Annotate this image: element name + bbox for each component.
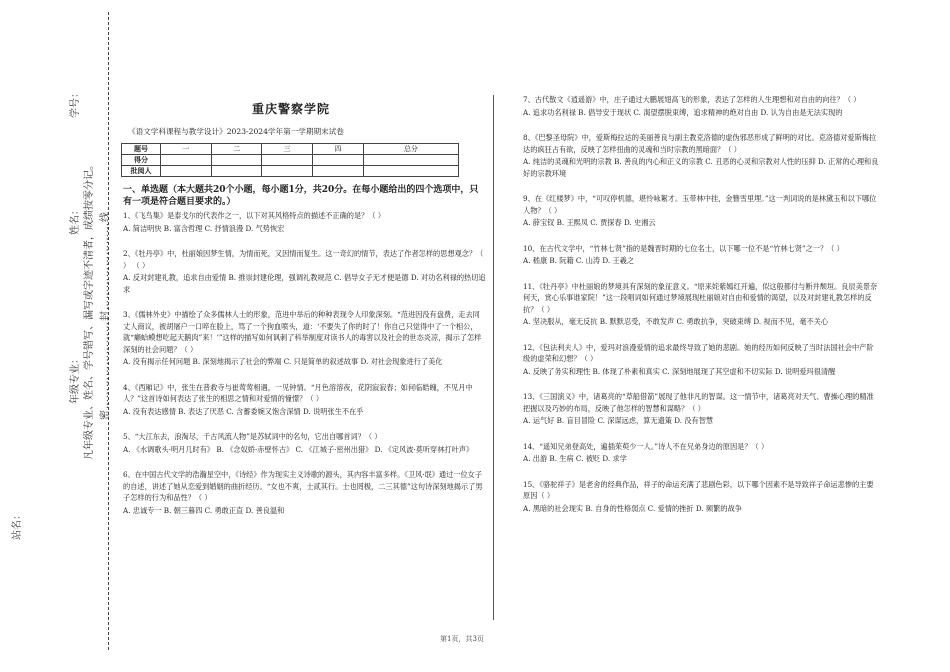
question-options: A. 运气好 B. 盲目冒险 C. 深谋远虑，算无遗策 D. 没有智慧 xyxy=(523,416,714,425)
question xyxy=(123,309,486,368)
school-title: 重庆警察学院 xyxy=(252,102,331,116)
page-footer: 第1页，共3页 xyxy=(440,635,484,643)
score-input-cell[interactable] xyxy=(211,155,262,166)
question xyxy=(523,94,879,118)
question xyxy=(123,431,486,455)
column-divider xyxy=(493,95,494,620)
question-options: A. 没有揭示任何问题 B. 深刻地揭示了社会的弊端 C. 只是简单的叙述故事 D. 对社会现象进行了美化 xyxy=(123,357,443,366)
question xyxy=(123,210,486,234)
question-stem: 11、《牡丹亭》中杜丽娘的梦境具有深刻的象征意义。“原来姹紫嫣红开遍，似这般都付与断井颓垣。良辰美景奈何天，赏心乐事谁家院！”这一段唱词如何通过梦境展现杜丽娘对自由和爱情的渴望，以及对封建礼教怎样的反抗？（ ） xyxy=(523,281,878,314)
question-options: A. 黑暗的社会现实 B. 自身的性格弱点 C. 爱情的挫折 D. 频繁的战争 xyxy=(523,503,742,513)
site-field: 站名： xyxy=(12,510,23,540)
question-options: A. 简洁明快 B. 富含哲理 C. 抒情浪漫 D. 气势恢宏 xyxy=(123,223,285,233)
question-stem: 15、《骆驼祥子》是老舍的经典作品，祥子的命运充满了悲剧色彩，以下哪个因素不是导致祥子命运悲惨的主要原因（ ） xyxy=(523,479,874,500)
right-column xyxy=(523,94,879,528)
question xyxy=(123,248,486,295)
score-input-cell[interactable] xyxy=(262,166,313,177)
score-table-cell: 批阅人 xyxy=(122,166,161,177)
score-input-cell[interactable] xyxy=(161,166,212,177)
question xyxy=(523,243,879,267)
score-table-cell: 四 xyxy=(313,144,364,155)
question-stem: 8、《巴黎圣母院》中，爱斯梅拉达的美丽善良与副主教克洛德的虚伪邪恶形成了鲜明的对比。克洛德对爱斯梅拉达的疯狂占有欲，反映了怎样扭曲的灵魂和当时宗教的黑暗面？（ ） xyxy=(523,133,877,154)
score-input-cell[interactable] xyxy=(363,166,458,177)
score-table-cell: 一 xyxy=(161,144,212,155)
question-stem: 10、在古代文学中，“竹林七贤”指的是魏晋时期的七位名士，以下哪一位不是“竹林七贤”之一？（ ） xyxy=(523,243,844,253)
score-table-cell: 三 xyxy=(262,144,313,155)
score-input-cell[interactable] xyxy=(161,155,212,166)
question-stem: 14、“遥知兄弟登高处，遍插茱萸少一人。”诗人不在兄弟身边的原因是？（ ） xyxy=(523,441,769,451)
question-options: A. 《水调歌头·明月几时有》 B. 《念奴娇·赤壁怀古》 C. 《江城子·密州出猎》 D. 《定风波·莫听穿林打叶声》 xyxy=(123,444,474,454)
question xyxy=(523,193,879,229)
seal-line-label: 密……………………封……………………线 xyxy=(100,211,111,420)
score-table-row xyxy=(122,155,459,166)
question-options: A. 反映了务实和理性 B. 体现了朴素和真实 C. 深刻地展现了其空虚和不切实际 D. 说明爱玛很清醒 xyxy=(523,366,836,376)
question-options: A. 薛宝钗 B. 王熙凤 C. 贾探春 D. 史湘云 xyxy=(523,218,656,227)
question-stem: 2、《牡丹亭》中，杜丽娘因梦生情，为情而死，又因情而复生。这一奇幻的情节，表达了作者怎样的思想观念？（ ） （ ） xyxy=(123,249,484,270)
score-table-cell: 得分 xyxy=(122,155,161,166)
question xyxy=(523,391,879,427)
question-options: A. 反对封建礼教，追求自由爱情 B. 推崇封建伦理，强调礼教规范 C. 倡导女子无才便是德 D. 对功名利禄的热切追求 xyxy=(123,273,486,294)
question-options: A. 没有表达感情 B. 表达了厌恶 C. 含蓄委婉又饱含深情 D. 说明张生不在乎 xyxy=(123,406,364,416)
question xyxy=(523,479,879,515)
question-stem: 3、《儒林外史》中描绘了众多儒林人士的形象，范进中举后的种种表现令人印象深刻。“范进因没有盘费，走去同丈人商议，被胡屠户一口啐在脸上，骂了一个狗血喷头，道：‘不要失了你的时了！你自己只觉得中了一个相公，就“癞蛤蟆想吃起天鹅肉”来！’”这样的描写如何讽刺了科举制度对读书人的毒害以及社会的世态炎凉，揭示了怎样深刻的社会问题？（ ） xyxy=(123,310,482,354)
question-stem: 9、在《红楼梦》中，“可叹停机德，堪怜咏絮才。玉带林中挂，金簪雪里埋。”这一判词说的是林黛玉和以下哪位人物？（ ） xyxy=(523,194,877,215)
question-stem: 7、古代散文《逍遥游》中，庄子通过大鹏展翅高飞的形象，表达了怎样的人生理想和对自由的向往？（ ） xyxy=(523,95,861,104)
question-stem: 13、《三国演义》中，诸葛亮的“草船借箭”展现了他非凡的智谋。这一情节中，诸葛亮对天气、曹操心理的精准把握以及巧妙的布局，反映了他怎样的智慧和谋略？（ ） xyxy=(523,392,874,413)
question xyxy=(123,469,486,516)
score-input-cell[interactable] xyxy=(313,166,364,177)
question xyxy=(523,281,879,328)
score-table-cell: 二 xyxy=(211,144,262,155)
question-stem: 6、在中国古代文学的浩瀚星空中，《诗经》作为现实主义诗歌的源头，其内容丰富多样。《卫风·氓》通过一位女子的自述，讲述了她从恋爱到婚姻的曲折经历。“女也不爽，士贰其行。士也罔极，二三其德”这句诗深刻地揭示了男子怎样的行为和品性？（ ） xyxy=(123,470,483,502)
grade-major-field: 年级专业： xyxy=(70,354,81,404)
exam-subtitle: 《语文学科课程与教学设计》2023-2024学年第一学期期末试卷 xyxy=(128,127,344,136)
question xyxy=(523,342,879,378)
score-input-cell[interactable] xyxy=(363,155,458,166)
score-table-header-row xyxy=(122,144,459,155)
question xyxy=(123,382,486,418)
question-options: A. 嵇康 B. 阮籍 C. 山涛 D. 王羲之 xyxy=(523,256,635,265)
question xyxy=(523,132,879,179)
question-stem: 12、《包法利夫人》中，爱玛对浪漫爱情的追求最终导致了她的悲剧。她的经历如何反映了当时法国社会中产阶级的虚荣和幻想？（ ） xyxy=(523,342,874,363)
name-field: 姓名： xyxy=(70,205,81,235)
question xyxy=(523,441,879,465)
score-input-cell[interactable] xyxy=(262,155,313,166)
binding-instruction: 凡年级专业、姓名、学号错写、漏写或字迹不清者，成绩按零分记。 xyxy=(84,160,95,460)
score-table-cell: 题号 xyxy=(122,144,161,155)
question-options: A. 追求功名利禄 B. 倡导安于现状 C. 渴望摆脱束缚，追求精神的绝对自由 D. 认为自由是无法实现的 xyxy=(523,107,843,117)
question-options: A. 出游 B. 生病 C. 被贬 D. 求学 xyxy=(523,454,627,463)
score-table-row xyxy=(122,166,459,177)
question-stem: 4、《西厢记》中，张生在普救寺与崔莺莺相遇，一见钟情。“月色溶溶夜，花阴寂寂春；如何临皓魄，不见月中人？”这首诗如何表达了张生的相思之情和对爱情的憧憬？（ ） xyxy=(123,382,473,403)
score-input-cell[interactable] xyxy=(211,166,262,177)
question-options: A. 纯洁的灵魂和光明的宗教 B. 善良的内心和正义的宗教 C. 丑恶的心灵和宗教对人性的压抑 D. 正常的心理和良好的宗教环境 xyxy=(523,157,879,178)
question-options: A. 忠诚专一 B. 朝三暮四 C. 勇敢正直 D. 善良温和 xyxy=(123,505,285,515)
seal-line xyxy=(108,12,109,650)
question-options: A. 坚决服从，毫无反抗 B. 默默忍受，不敢发声 C. 勇敢抗争，突破束缚 D. 视而不见，毫不关心 xyxy=(523,317,829,326)
question-stem: 5、“大江东去，浪淘尽，千古风流人物”是苏轼词中的名句，它出自哪首词？（ ） xyxy=(123,432,382,441)
score-table-cell: 总分 xyxy=(363,144,458,155)
student-id-field: 学号： xyxy=(70,88,81,118)
section-heading: 一、单选题（本大题共20个小题，每小题1分，共20分。在每小题给出的四个选项中，只有一项是符合题目要求的。） xyxy=(123,185,479,207)
score-table xyxy=(121,143,459,177)
binding-margin xyxy=(0,0,118,672)
question-stem: 1、《飞鸟集》是泰戈尔的代表作之一，以下对其风格特点的描述不正确的是？（ ） xyxy=(123,211,386,220)
score-input-cell[interactable] xyxy=(313,155,364,166)
left-column xyxy=(123,210,486,530)
